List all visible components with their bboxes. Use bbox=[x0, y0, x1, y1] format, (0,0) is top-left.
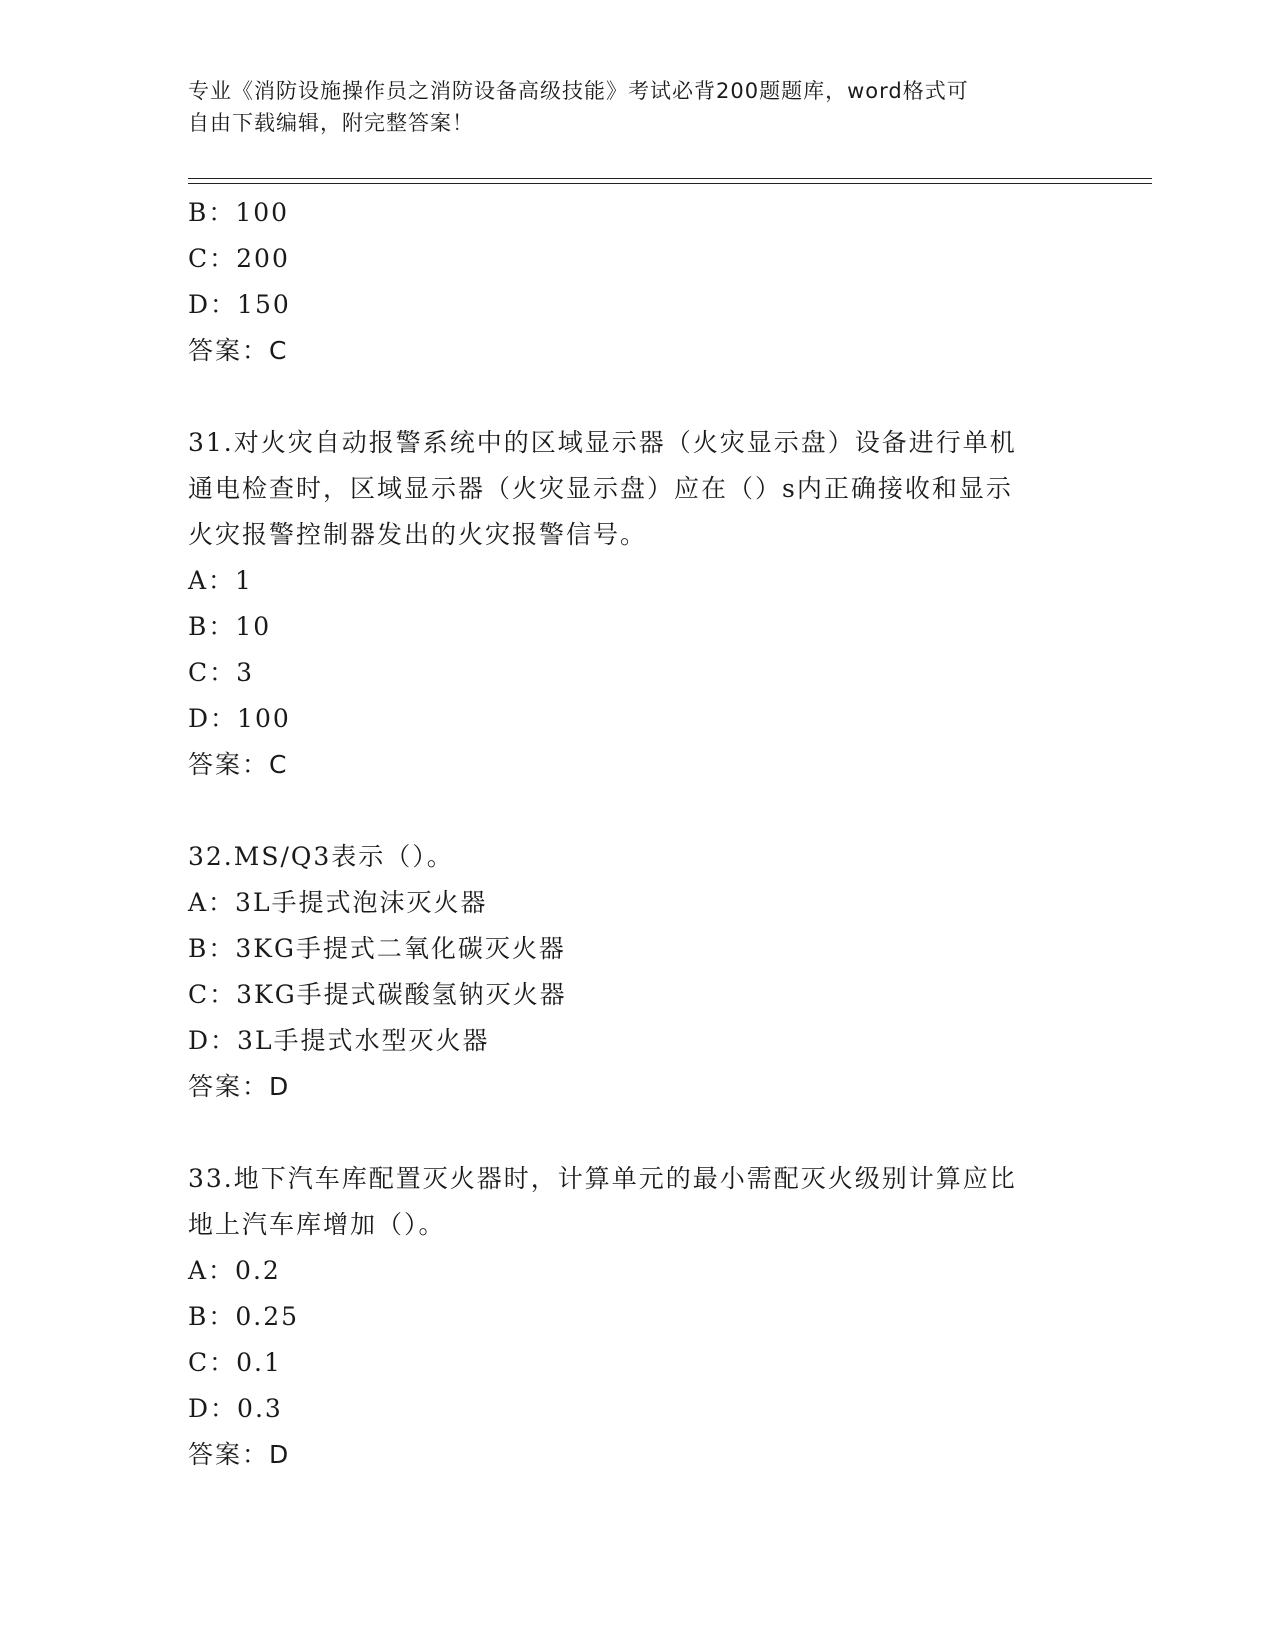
stem-line: 33.地下汽车库配置灭火器时，计算单元的最小需配灭火级别计算应比 bbox=[188, 1164, 1017, 1193]
stem-line: 31.对火灾自动报警系统中的区域显示器（火灾显示盘）设备进行单机 bbox=[188, 428, 1017, 457]
option: B：0.25 bbox=[188, 1302, 300, 1331]
option: B：10 bbox=[188, 612, 272, 641]
header-line-2: 自由下载编辑，附完整答案！ bbox=[188, 111, 474, 135]
answer: 答案：C bbox=[188, 336, 289, 365]
option: B：100 bbox=[188, 198, 290, 227]
option: D：0.3 bbox=[188, 1394, 283, 1423]
option: A：0.2 bbox=[188, 1256, 281, 1285]
answer: 答案：D bbox=[188, 1440, 291, 1469]
question-32 bbox=[188, 834, 1088, 1110]
stem-line: 32.MS/Q3表示（）。 bbox=[188, 842, 454, 871]
option: C：200 bbox=[188, 244, 290, 273]
stem-line: 通电检查时，区域显示器（火灾显示盘）应在（）s内正确接收和显示 bbox=[188, 474, 1013, 503]
question-stem bbox=[188, 1156, 1088, 1248]
header-line-1: 专业《消防设施操作员之消防设备高级技能》考试必背200题题库，word格式可 bbox=[188, 79, 969, 103]
option: C：3 bbox=[188, 658, 255, 687]
answer: 答案：C bbox=[188, 750, 289, 779]
header-divider-bottom bbox=[188, 183, 1152, 184]
answer: 答案：D bbox=[188, 1072, 291, 1101]
option: A：1 bbox=[188, 566, 253, 595]
header-divider-top bbox=[188, 178, 1152, 179]
question-list bbox=[188, 190, 1088, 1478]
option: D：100 bbox=[188, 704, 291, 733]
question-31 bbox=[188, 420, 1088, 788]
question-stem bbox=[188, 834, 1088, 880]
option: C：3KG手提式碳酸氢钠灭火器 bbox=[188, 980, 567, 1009]
option: C：0.1 bbox=[188, 1348, 282, 1377]
question-stem bbox=[188, 420, 1088, 558]
partial-question bbox=[188, 190, 1088, 374]
option: A：3L手提式泡沫灭火器 bbox=[188, 888, 488, 917]
option: D：3L手提式水型灭火器 bbox=[188, 1026, 490, 1055]
stem-line: 地上汽车库增加（）。 bbox=[188, 1210, 446, 1239]
question-33 bbox=[188, 1156, 1088, 1478]
document-header bbox=[188, 75, 1068, 139]
option: B：3KG手提式二氧化碳灭火器 bbox=[188, 934, 566, 963]
stem-line: 火灾报警控制器发出的火灾报警信号。 bbox=[188, 520, 648, 549]
option: D：150 bbox=[188, 290, 291, 319]
